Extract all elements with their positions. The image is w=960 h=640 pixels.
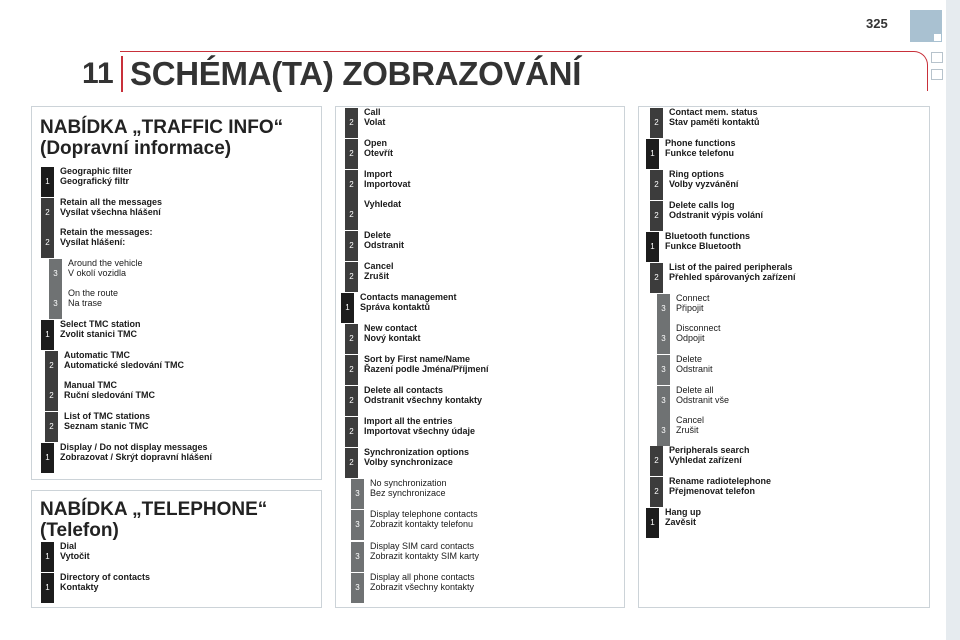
item-label-en: Phone functions bbox=[665, 138, 736, 148]
item-label-en: Import all the entries bbox=[364, 416, 453, 426]
level-badge: 2 bbox=[345, 139, 358, 169]
item-label-cz: Funkce Bluetooth bbox=[665, 241, 741, 251]
item-label-cz: Správa kontaktů bbox=[360, 302, 431, 312]
item-label-en: Geographic filter bbox=[60, 166, 133, 176]
telephone-menu-heading: NABÍDKA „TELEPHONE“ (Telefon) bbox=[40, 499, 268, 541]
item-label-en: Delete all contacts bbox=[364, 385, 444, 395]
level-badge: 1 bbox=[646, 139, 659, 169]
level-badge: 2 bbox=[45, 351, 58, 381]
level-badge: 1 bbox=[41, 542, 54, 572]
chapter-number: 11 bbox=[82, 57, 114, 90]
level-badge: 1 bbox=[41, 167, 54, 197]
level-badge: 1 bbox=[341, 293, 354, 323]
item-label-cz: Nový kontakt bbox=[364, 333, 421, 343]
item-label-en: List of the paired peripherals bbox=[669, 262, 793, 272]
item-label-en: Delete calls log bbox=[669, 200, 735, 210]
item-label-cz: Zrušit bbox=[364, 271, 390, 281]
level-badge: 3 bbox=[351, 510, 364, 540]
level-badge: 2 bbox=[345, 108, 358, 138]
level-badge: 2 bbox=[650, 477, 663, 507]
item-label-en: Ring options bbox=[669, 169, 724, 179]
item-label-cz: Připojit bbox=[676, 303, 704, 313]
item-label-en: Display all phone contacts bbox=[370, 572, 475, 582]
item-label-cz: Bez synchronizace bbox=[370, 488, 446, 498]
item-label-cz: Na trase bbox=[68, 298, 103, 308]
level-badge: 2 bbox=[345, 448, 358, 478]
item-label-cz: Zobrazit kontakty SIM karty bbox=[370, 551, 480, 561]
page-box-2 bbox=[931, 69, 943, 80]
level-badge: 2 bbox=[345, 355, 358, 385]
level-badge: 2 bbox=[650, 108, 663, 138]
item-label-cz: Zobrazit kontakty telefonu bbox=[370, 519, 474, 529]
title-divider bbox=[121, 56, 123, 92]
item-label-en: Contact mem. status bbox=[669, 107, 758, 117]
item-label-en: Import bbox=[364, 169, 392, 179]
item-label-cz: Odstranit výpis volání bbox=[669, 210, 764, 220]
item-label-en: Manual TMC bbox=[64, 380, 117, 390]
item-label-cz: Zvolit stanici TMC bbox=[60, 329, 138, 339]
item-label-cz: Stav paměti kontaktů bbox=[669, 117, 760, 127]
item-label-en: Disconnect bbox=[676, 323, 721, 333]
level-badge: 3 bbox=[351, 542, 364, 572]
level-badge: 1 bbox=[41, 573, 54, 603]
item-label-en: Retain the messages: bbox=[60, 227, 153, 237]
level-badge: 3 bbox=[49, 289, 62, 319]
item-label-cz: Řazení podle Jména/Příjmení bbox=[364, 364, 489, 374]
item-label-cz: Volby synchronizace bbox=[364, 457, 453, 467]
item-label-en: Sort by First name/Name bbox=[364, 354, 471, 364]
item-label-en: Bluetooth functions bbox=[665, 231, 750, 241]
item-label-cz: Odstranit vše bbox=[676, 395, 730, 405]
level-badge: 2 bbox=[345, 170, 358, 200]
item-label-en: Select TMC station bbox=[60, 319, 141, 329]
item-label-en: New contact bbox=[364, 323, 418, 333]
item-label-en: Connect bbox=[676, 293, 710, 303]
item-label-en: Synchronization options bbox=[364, 447, 469, 457]
item-label-en: Dial bbox=[60, 541, 77, 551]
level-badge: 2 bbox=[45, 381, 58, 411]
item-label-en: Cancel bbox=[676, 415, 705, 425]
item-label-cz: Volby vyzvánění bbox=[669, 179, 739, 189]
level-badge: 3 bbox=[351, 573, 364, 603]
item-label-cz: Seznam stanic TMC bbox=[64, 421, 149, 431]
chapter-tab-dot bbox=[934, 34, 941, 41]
level-badge: 3 bbox=[657, 324, 670, 354]
item-label-cz: Zobrazit všechny kontakty bbox=[370, 582, 475, 592]
item-label-en: On the route bbox=[68, 288, 119, 298]
item-label-cz: Otevřít bbox=[364, 148, 394, 158]
level-badge: 2 bbox=[41, 198, 54, 228]
level-badge: 2 bbox=[345, 200, 358, 230]
item-label-cz: Odstranit všechny kontakty bbox=[364, 395, 483, 405]
level-badge: 3 bbox=[657, 416, 670, 446]
item-label-en: Display / Do not display messages bbox=[60, 442, 208, 452]
level-badge: 2 bbox=[345, 417, 358, 447]
level-badge: 2 bbox=[650, 201, 663, 231]
item-label-en: Cancel bbox=[364, 261, 394, 271]
item-label-cz: Přehled spárovaných zařízení bbox=[669, 272, 796, 282]
item-label-cz: Vyhledat zařízení bbox=[669, 455, 742, 465]
item-label-en: Directory of contacts bbox=[60, 572, 151, 582]
level-badge: 2 bbox=[345, 262, 358, 292]
item-label-cz: Importovat všechny údaje bbox=[364, 426, 476, 436]
item-label-cz: Odstranit bbox=[676, 364, 713, 374]
item-label-en: Display SIM card contacts bbox=[370, 541, 475, 551]
level-badge: 1 bbox=[41, 320, 54, 350]
level-badge: 3 bbox=[657, 386, 670, 416]
level-badge: 2 bbox=[650, 263, 663, 293]
item-label-cz: Zobrazovat / Skrýt dopravní hlášení bbox=[60, 452, 213, 462]
level-badge: 3 bbox=[657, 355, 670, 385]
item-label-cz: Geografický filtr bbox=[60, 176, 130, 186]
level-badge: 3 bbox=[351, 479, 364, 509]
level-badge: 3 bbox=[657, 294, 670, 324]
item-label-en: Contacts management bbox=[360, 292, 457, 302]
item-label-cz: Volat bbox=[364, 117, 386, 127]
item-label-cz: Automatické sledování TMC bbox=[64, 360, 185, 370]
chapter-title: SCHÉMA(TA) ZOBRAZOVÁNÍ bbox=[130, 55, 582, 92]
item-label-en: Retain all the messages bbox=[60, 197, 163, 207]
item-label-en: Delete bbox=[364, 230, 392, 240]
item-label-cz: V okolí vozidla bbox=[68, 268, 127, 278]
level-badge: 2 bbox=[650, 170, 663, 200]
item-label-en: Call bbox=[364, 107, 381, 117]
item-label-cz: Přejmenovat telefon bbox=[669, 486, 756, 496]
level-badge: 3 bbox=[49, 259, 62, 289]
item-label-en: Peripherals search bbox=[669, 445, 750, 455]
level-badge: 2 bbox=[45, 412, 58, 442]
item-label-cz: Ruční sledování TMC bbox=[64, 390, 156, 400]
item-label-cz: Zrušit bbox=[676, 425, 699, 435]
item-label-en: No synchronization bbox=[370, 478, 447, 488]
level-badge: 2 bbox=[345, 231, 358, 261]
level-badge: 2 bbox=[650, 446, 663, 476]
level-badge: 1 bbox=[646, 508, 659, 538]
item-label-cz: Vysílat všechna hlášení bbox=[60, 207, 161, 217]
item-label-en: Rename radiotelephone bbox=[669, 476, 772, 486]
item-label-en: Around the vehicle bbox=[68, 258, 143, 268]
item-label-cz: Vysílat hlášení: bbox=[60, 237, 126, 247]
item-label-en: Delete bbox=[676, 354, 703, 364]
level-badge: 2 bbox=[345, 386, 358, 416]
item-label-en: Open bbox=[364, 138, 388, 148]
item-label-cz: Vytočit bbox=[60, 551, 90, 561]
item-label-cz: Zavěsit bbox=[665, 517, 697, 527]
page-side-strip bbox=[946, 0, 960, 640]
item-label-cz: Odstranit bbox=[364, 240, 405, 250]
level-badge: 2 bbox=[41, 228, 54, 258]
item-label-cz: Funkce telefonu bbox=[665, 148, 735, 158]
page-number: 325 bbox=[866, 16, 888, 31]
item-label-en: Hang up bbox=[665, 507, 701, 517]
item-label-cz: Odpojit bbox=[676, 333, 705, 343]
traffic-menu-heading: NABÍDKA „TRAFFIC INFO“ (Dopravní informace) bbox=[40, 117, 284, 159]
level-badge: 1 bbox=[41, 443, 54, 473]
level-badge: 2 bbox=[345, 324, 358, 354]
item-label-en: List of TMC stations bbox=[64, 411, 150, 421]
item-label-en: Vyhledat bbox=[364, 199, 402, 209]
item-label-en: Display telephone contacts bbox=[370, 509, 478, 519]
item-label-en: Delete all bbox=[676, 385, 714, 395]
item-label-cz: Importovat bbox=[364, 179, 411, 189]
item-label-cz: Kontakty bbox=[60, 582, 99, 592]
level-badge: 1 bbox=[646, 232, 659, 262]
item-label-en: Automatic TMC bbox=[64, 350, 130, 360]
page-box-1 bbox=[931, 52, 943, 63]
